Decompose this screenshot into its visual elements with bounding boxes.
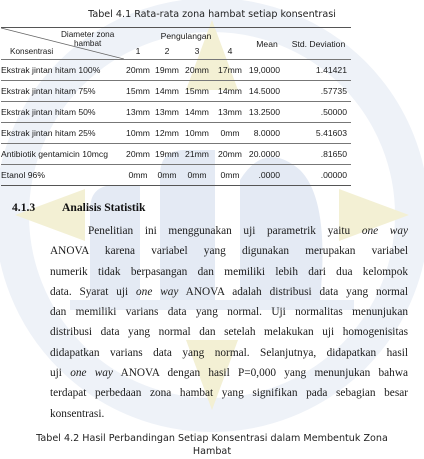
cell-value: 21mm bbox=[182, 144, 212, 165]
cell-value: 10mm bbox=[182, 123, 212, 144]
cell-mean: 14.5000 bbox=[248, 81, 286, 102]
rep-header: 1 bbox=[135, 46, 141, 57]
row-label: Ekstrak jintan hitam 100% bbox=[1, 60, 124, 81]
table-row bbox=[1, 123, 411, 144]
section-title: Analisis Statistik bbox=[62, 201, 146, 214]
cell-sd: .57735 bbox=[286, 81, 351, 102]
cell-value: 13mm bbox=[212, 102, 248, 123]
table-caption: Tabel 4.1 Rata-rata zona hambat setiap konsentrasi bbox=[88, 9, 336, 20]
cell-sd: 1.41421 bbox=[286, 60, 351, 81]
row-label: Ekstrak jintan hitam 75% bbox=[1, 81, 124, 102]
paragraph-line: dan memiliki varians data yang normal. Uji normalitas menunjukan bbox=[50, 306, 408, 319]
table-caption-2 bbox=[0, 432, 424, 458]
cell-value: 20mm bbox=[124, 60, 152, 81]
cell-value: 14mm bbox=[152, 81, 182, 102]
paragraph-line: konsentrasi. bbox=[50, 407, 105, 420]
row-label: Antibiotik gentamicin 10mcg bbox=[1, 144, 124, 165]
paragraph-line: numerik tidak berpasangan dan memiliki lebih dari dua kelompok bbox=[50, 265, 408, 278]
cell-value: 10mm bbox=[124, 123, 152, 144]
cell-value: 0mm bbox=[182, 165, 212, 186]
table-row bbox=[1, 102, 411, 123]
paragraph-line: distribusi data yang normal dan setelah melakukan uji homogenisitas bbox=[50, 326, 408, 339]
rep-header: 4 bbox=[227, 46, 233, 57]
section-heading bbox=[12, 201, 145, 214]
cell-value: 12mm bbox=[152, 123, 182, 144]
mean-header: Mean bbox=[248, 28, 286, 60]
cell-value: 17mm bbox=[212, 60, 248, 81]
cell-value: 0mm bbox=[212, 123, 248, 144]
section-number: 4.1.3 bbox=[12, 201, 36, 214]
cell-sd: 5.41603 bbox=[286, 123, 351, 144]
table-row bbox=[1, 165, 411, 186]
cell-value: 0mm bbox=[212, 165, 248, 186]
row-label: Ekstrak jintan hitam 50% bbox=[1, 102, 124, 123]
paragraph-line: terdapat perbedaan zona hambat yang signifikan pada sebagian besar bbox=[50, 387, 408, 400]
rep-header: 2 bbox=[164, 46, 170, 57]
cell-value: 20mm bbox=[212, 144, 248, 165]
cell-value: 0mm bbox=[152, 165, 182, 186]
cell-value: 13mm bbox=[124, 102, 152, 123]
corner-header-bottom: Konsentrasi bbox=[10, 47, 54, 56]
cell-sd: .50000 bbox=[286, 102, 351, 123]
group-header: Pengulangan bbox=[124, 28, 248, 44]
cell-value: 15mm bbox=[182, 81, 212, 102]
cell-sd: .00000 bbox=[286, 165, 351, 186]
table-caption-2-line1: Tabel 4.2 Hasil Perbandingan Setiap Konsentrasi dalam Membentuk Zona bbox=[36, 433, 388, 444]
cell-value: 15mm bbox=[124, 81, 152, 102]
table-row bbox=[1, 60, 411, 81]
cell-value: 14mm bbox=[182, 102, 212, 123]
table-row bbox=[1, 144, 411, 165]
rep-header: 3 bbox=[194, 46, 200, 57]
cell-mean: 19,0000 bbox=[248, 60, 286, 81]
paragraph-line: didapatkan varians data yang normal. Selanjutnya, didapatkan hasil bbox=[50, 346, 408, 359]
paragraph-line: data. Syarat uji one way ANOVA adalah distribusi data yang normal bbox=[50, 285, 408, 298]
cell-value: 20mm bbox=[182, 60, 212, 81]
corner-header-top-2: hambat bbox=[73, 39, 102, 48]
corner-header-cell bbox=[1, 28, 124, 60]
paragraph-line: Penelitian ini menggunakan uji parametrik yaitu one way bbox=[88, 225, 408, 237]
table-caption-2-line2: Hambat bbox=[192, 446, 232, 457]
table-row bbox=[1, 81, 411, 102]
cell-sd: .81650 bbox=[286, 144, 351, 165]
paragraph-line: uji one way ANOVA dengan hasil P=0,000 yang menunjukan bahwa bbox=[50, 367, 409, 380]
zone-inhibition-table bbox=[1, 27, 411, 186]
paragraph-line: ANOVA karena variabel yang digunakan merupakan variabel bbox=[50, 245, 408, 258]
cell-mean: 20.0000 bbox=[248, 144, 286, 165]
body-paragraph bbox=[50, 221, 408, 424]
cell-value: 14mm bbox=[212, 81, 248, 102]
cell-value: 19mm bbox=[152, 60, 182, 81]
cell-mean: .0000 bbox=[248, 165, 286, 186]
corner-header-top: Diameter zona bbox=[61, 30, 115, 39]
cell-value: 13mm bbox=[152, 102, 182, 123]
cell-mean: 8.0000 bbox=[248, 123, 286, 144]
cell-mean: 13.2500 bbox=[248, 102, 286, 123]
sd-header: Std. Deviation bbox=[286, 28, 351, 60]
row-label: Etanol 96% bbox=[1, 165, 124, 186]
row-label: Ekstrak jintan hitam 25% bbox=[1, 123, 124, 144]
cell-value: 0mm bbox=[124, 165, 152, 186]
cell-value: 19mm bbox=[152, 144, 182, 165]
cell-value: 20mm bbox=[124, 144, 152, 165]
